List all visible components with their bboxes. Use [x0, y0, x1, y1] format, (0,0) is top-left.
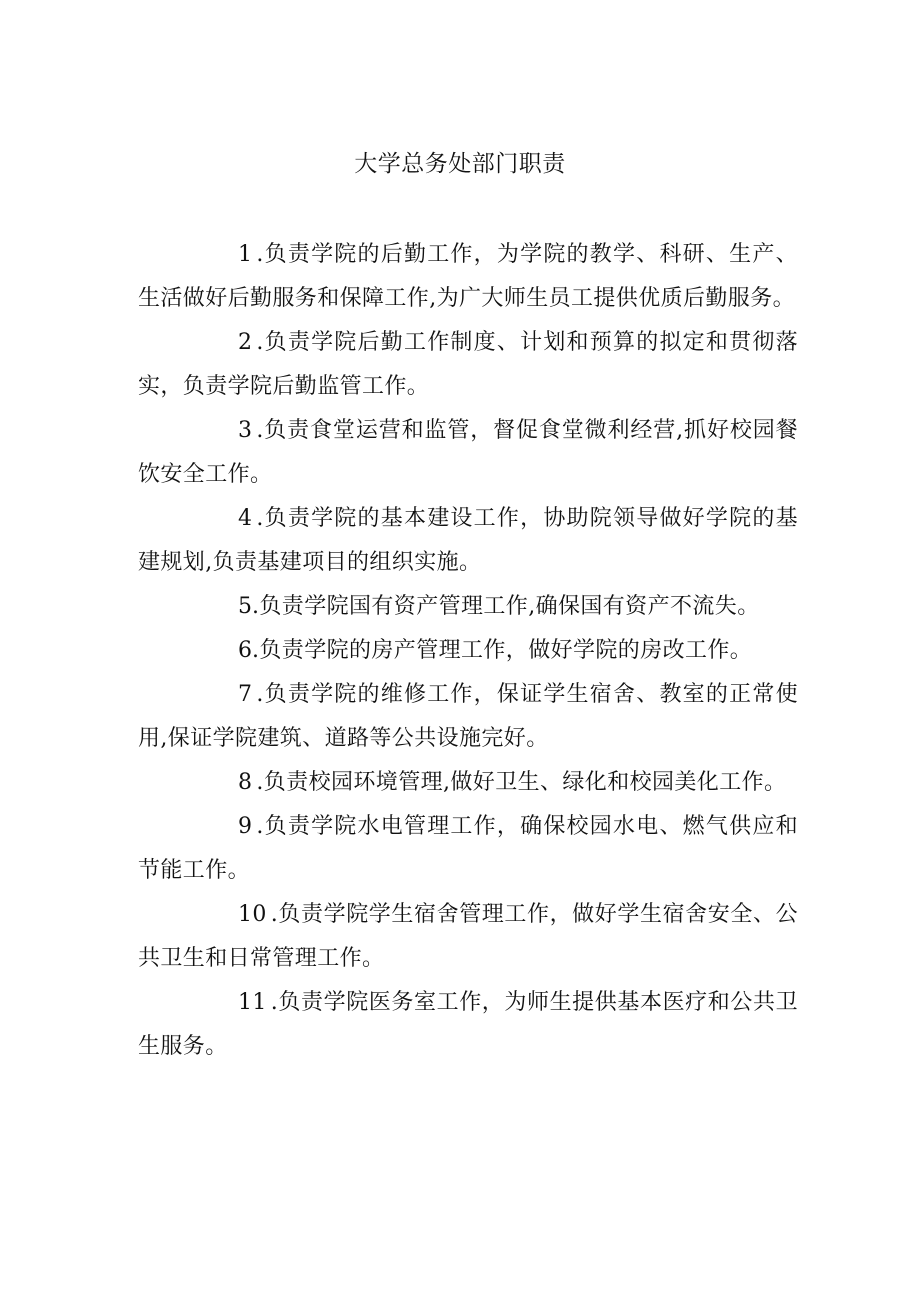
item-text: .负责学院医务室工作，为师生提供基本医疗和公共卫生服务。 — [138, 990, 798, 1059]
duty-item-1 — [138, 233, 798, 321]
item-number: 1 — [238, 242, 253, 267]
item-text: .负责学院的基本建设工作，协助院领导做好学院的基建规划,负责基建项目的组织实施。 — [138, 506, 798, 575]
item-number: 11 — [238, 990, 267, 1015]
duty-item-6 — [138, 629, 798, 673]
duty-item-5 — [138, 585, 798, 629]
item-number: 9 — [238, 814, 253, 839]
item-text: .负责学院的房产管理工作，做好学院的房改工作。 — [252, 638, 753, 663]
duty-item-2 — [138, 321, 798, 409]
item-text: .负责学院水电管理工作，确保校园水电、燃气供应和节能工作。 — [138, 814, 798, 883]
item-text: .负责学院国有资产管理工作,确保国有资产不流失。 — [252, 594, 760, 619]
item-number: 2 — [238, 330, 253, 355]
item-number: 8 — [238, 770, 253, 795]
duty-list — [138, 233, 798, 1069]
item-number: 5 — [238, 594, 253, 619]
item-text: .负责校园环境管理,做好卫生、绿化和校园美化工作。 — [256, 770, 787, 795]
item-text: .负责学院的维修工作，保证学生宿舍、教室的正常使用,保证学院建筑、道路等公共设施完好。 — [138, 682, 798, 751]
duty-item-10 — [138, 893, 798, 981]
duty-item-11 — [138, 981, 798, 1069]
item-number: 10 — [238, 902, 267, 927]
item-number: 4 — [238, 506, 253, 531]
duty-item-9 — [138, 805, 798, 893]
duty-item-4 — [138, 497, 798, 585]
item-text: .负责学院后勤工作制度、计划和预算的拟定和贯彻落实，负责学院后勤监管工作。 — [138, 330, 798, 399]
duty-item-3 — [138, 409, 798, 497]
item-number: 7 — [238, 682, 253, 707]
item-number: 6 — [238, 638, 253, 663]
duty-item-8 — [138, 761, 798, 805]
duty-item-7 — [138, 673, 798, 761]
item-number: 3 — [238, 418, 253, 443]
document-title: 大学总务处部门职责 — [354, 151, 566, 177]
item-text: .负责食堂运营和监管，督促食堂微利经营,抓好校园餐饮安全工作。 — [138, 418, 798, 487]
item-text: .负责学院学生宿舍管理工作，做好学生宿舍安全、公共卫生和日常管理工作。 — [138, 902, 798, 971]
item-text: .负责学院的后勤工作，为学院的教学、科研、生产、生活做好后勤服务和保障工作,为广大师生员工提供优质后勤服务。 — [138, 242, 798, 311]
